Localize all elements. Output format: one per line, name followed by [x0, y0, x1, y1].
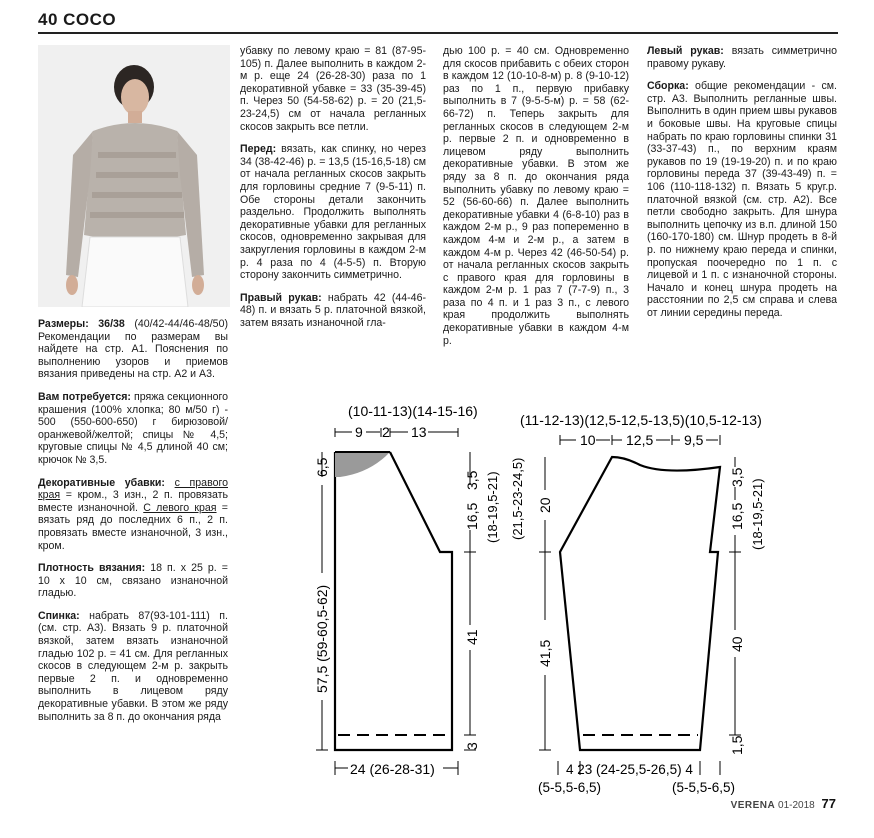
pattern-schematics — [300, 395, 820, 795]
back-text: набрать 87(93-101-111) п. (см. стр. А3). Вязать 9 р. платочной вязкой, затем вязать изнаночной гладью 102 р. = 41 см. Для регланных скосов в следующем 2-м р. закрыть первые 2 п. и одновременно выполнить в лицевом ряду декоративные убавки. В этом же ряду выполнить за 8 п. до окончания ряда — [38, 609, 228, 723]
left-sleeve-label: Левый рукав: — [647, 45, 724, 57]
column-4 — [647, 45, 837, 329]
page-title: 40 COCO — [38, 10, 117, 29]
decrease-section — [38, 477, 228, 553]
front-section — [240, 143, 426, 282]
sleeve-width-10: 10 — [580, 432, 596, 448]
body-width-13: 13 — [411, 424, 427, 440]
assembly-label: Сборка: — [647, 80, 689, 93]
sleeve-bottom-right: (5-5,5-6,5) — [672, 780, 736, 795]
sleeve-right-height-alt: (18-19,5-21) — [750, 478, 765, 550]
left-sleeve-text: вязать симметрично правому рукаву. — [647, 45, 837, 70]
back-section — [38, 610, 228, 723]
decrease-right-label: с правого края — [38, 476, 228, 502]
sleeve-top-label: (11-12-13)(12,5-12,5-13,5)(10,5-12-13) — [520, 412, 762, 428]
sleeve-continued: дью 100 р. = 40 см. Одновременно для скосов прибавить с обеих сторон в каждом 12 (10-10-8-м) р. 8 (9-10-12) раз по 1 п., первую прибавку выполнить в 7 (9-5-5-м) р. = 58 (62-66-72) п. Теперь закрыть для регланных скосов в следующем 2-м р. первые 2 п. и одновременно в лицевом ряду выполнить декоративные убавки. В этом же ряду за 8 п. до окончания ряда выполнить убавку по левому краю = 52 (56-60-66) п. Далее выполнить декоративные убавки 4 (6-8-10) раз в каждом 2-м р., 9 раз попеременно в каждом 4-м и 2-м р., а затем в каждом 4-м р. Через 42 (46-50-54) р. от начала регланных скосов закрыть с правого края для горловины в каждом 2-м р. 1 раз 7 (7-7-9) п., 3 раза по 4 п. и 1 раз 3 п., с левого края продолжить выполнять декоративные убавки в каждом 4-м р. — [443, 45, 629, 347]
gauge-text: 18 п. х 25 р. = 10 х 10 см, связано изнаночной гладью. — [38, 562, 228, 600]
body-height-6-5: 6,5 — [314, 457, 330, 477]
magazine-name: VERENA — [730, 800, 776, 811]
materials-section — [38, 391, 228, 467]
right-sleeve-text: набрать 42 (44-46-48) п. и вязать 5 р. платочной вязкой, затем вязать изнаночной гла- — [240, 291, 426, 329]
sleeve-schematic — [510, 412, 765, 795]
right-sleeve-section — [240, 292, 426, 330]
sleeve-left-height-alt: (21,5-23-24,5) — [510, 457, 525, 540]
decrease-left-text: = вязать ряд до последних 6 п., 2 п. провязать вместе изнаночной, 3 изн., кром. — [38, 501, 228, 552]
front-text: вязать, как спинку, но через 34 (38-42-46) р. = 13,5 (15-16,5-18) см от начала регланных скосов закрыть для горловины средние 7 (9-5-11) п. Обе стороны детали закончить раздельно. Продолжить выполнять декоративные убавки для регланных скосов, одновременно закрывая для закругления горловины в каждом 2-м р. 4 раза по 4 (4-5-5) п. Вторую сторону закончить симметрично. — [240, 143, 426, 282]
column-2 — [240, 45, 426, 339]
assembly-text: общие рекомендации - см. стр. А3. Выполнить регланные швы. Выполнить в один прием швы рукавов и боковые швы. На круговые спицы набрать по краю горловины спинки 31 (33-37-43) п., по верхним краям рукавов по 19 (19-19-20) п. и по краю горловины переда 37 (39-43-49) п. = 106 (110-118-132) п. Вязать 5 круг.р. платочной вязкой (см. стр. А2). Все петли свободно закрыть. Для шнура выполнить цепочку из в.п. длиной 150 (160-170-180) см. Шнур продеть в 8-й р. по нижнему краю переда и спинки, пропуская поочередно по 1 п. с лицевой и 1 п. с изнаночной стороны. Начало и конец шнура продеть на расстоянии по 2,5 см справа и слева от линии середины переда. — [647, 80, 837, 319]
body-schematic — [314, 403, 500, 777]
sleeve-width-9-5: 9,5 — [684, 432, 704, 448]
sleeve-width-12-5: 12,5 — [626, 432, 654, 448]
sizes-section — [38, 318, 228, 381]
body-height-16-5: 16,5 — [464, 502, 480, 530]
sleeve-right-height-3-5: 3,5 — [729, 467, 745, 487]
left-sleeve-section — [647, 45, 837, 70]
sleeve-left-height-41-5: 41,5 — [537, 639, 553, 667]
page-number: 77 — [821, 796, 836, 811]
magazine-issue: 01-2018 — [778, 800, 815, 811]
body-height-3: 3 — [464, 742, 480, 750]
back-continued: убавку по левому краю = 81 (87-95-105) п. Далее выполнить в каждом 2-м р. еще 24 (26-28-30) раза по 1 декоративной убавке = 33 (35-39-45) п. Через 50 (54-58-62) р. = 20 (21,5-23-24,5) см от начала регланных скосов закрыть все петли. — [240, 45, 426, 133]
sizes-text: Рекомендации по размерам вы найдете на стр. А1. Пояснения по выполнению узоров и приемов вязания приведены на стр. А2 и А3. — [38, 330, 228, 381]
body-height-16-5-alt: (18-19,5-21) — [485, 471, 500, 543]
materials-text: пряжа секционного крашения (100% хлопка; 80 м/50 г) - 500 (550-600-650) г бирюзовой/оранжевой/желтой; спицы № 4,5; круговые спицы № 4,5 длиной 40 см; крючок № 3,5. — [38, 390, 228, 466]
sleeve-left-height-20: 20 — [537, 497, 553, 513]
body-height-3-5: 3,5 — [464, 470, 480, 490]
sleeve-right-height-1-5: 1,5 — [729, 735, 745, 755]
sleeve-right-height-40: 40 — [729, 636, 745, 652]
body-height-57-5: 57,5 (59-60,5-62) — [314, 584, 330, 693]
sleeve-bottom-width: 4 23 (24-25,5-26,5) 4 — [566, 762, 693, 777]
gauge-label: Плотность вязания: — [38, 562, 146, 575]
sleeve-right-height-16-5: 16,5 — [729, 502, 745, 530]
front-label: Перед: — [240, 143, 277, 156]
assembly-section — [647, 80, 837, 319]
body-top-label: (10-11-13)(14-15-16) — [348, 403, 478, 419]
sizes-main: 36/38 — [98, 318, 125, 330]
sleeve-bottom-left: (5-5,5-6,5) — [538, 780, 602, 795]
title-bar — [38, 10, 838, 34]
body-bottom-width: 24 (26-28-31) — [350, 761, 435, 777]
decrease-label: Декоративные убавки: — [38, 476, 165, 489]
body-width-2: 2 — [382, 424, 390, 440]
decrease-left-label: С левого края — [143, 501, 217, 514]
column-3 — [443, 45, 629, 357]
gauge-section — [38, 562, 228, 600]
back-label: Спинка: — [38, 609, 80, 622]
column-1 — [38, 318, 228, 733]
model-photo — [38, 45, 230, 307]
page-footer — [731, 796, 836, 811]
body-width-9: 9 — [355, 424, 363, 440]
sizes-rest: (40/42-44/46-48/50) — [134, 318, 228, 330]
decrease-right-text: = кром., 3 изн., 2 п. провязать вместе изнаночной. — [38, 489, 228, 514]
materials-label: Вам потребуется: — [38, 390, 131, 403]
right-sleeve-label: Правый рукав: — [240, 291, 322, 304]
sizes-label: Размеры: — [38, 318, 89, 330]
body-height-41: 41 — [464, 629, 480, 645]
